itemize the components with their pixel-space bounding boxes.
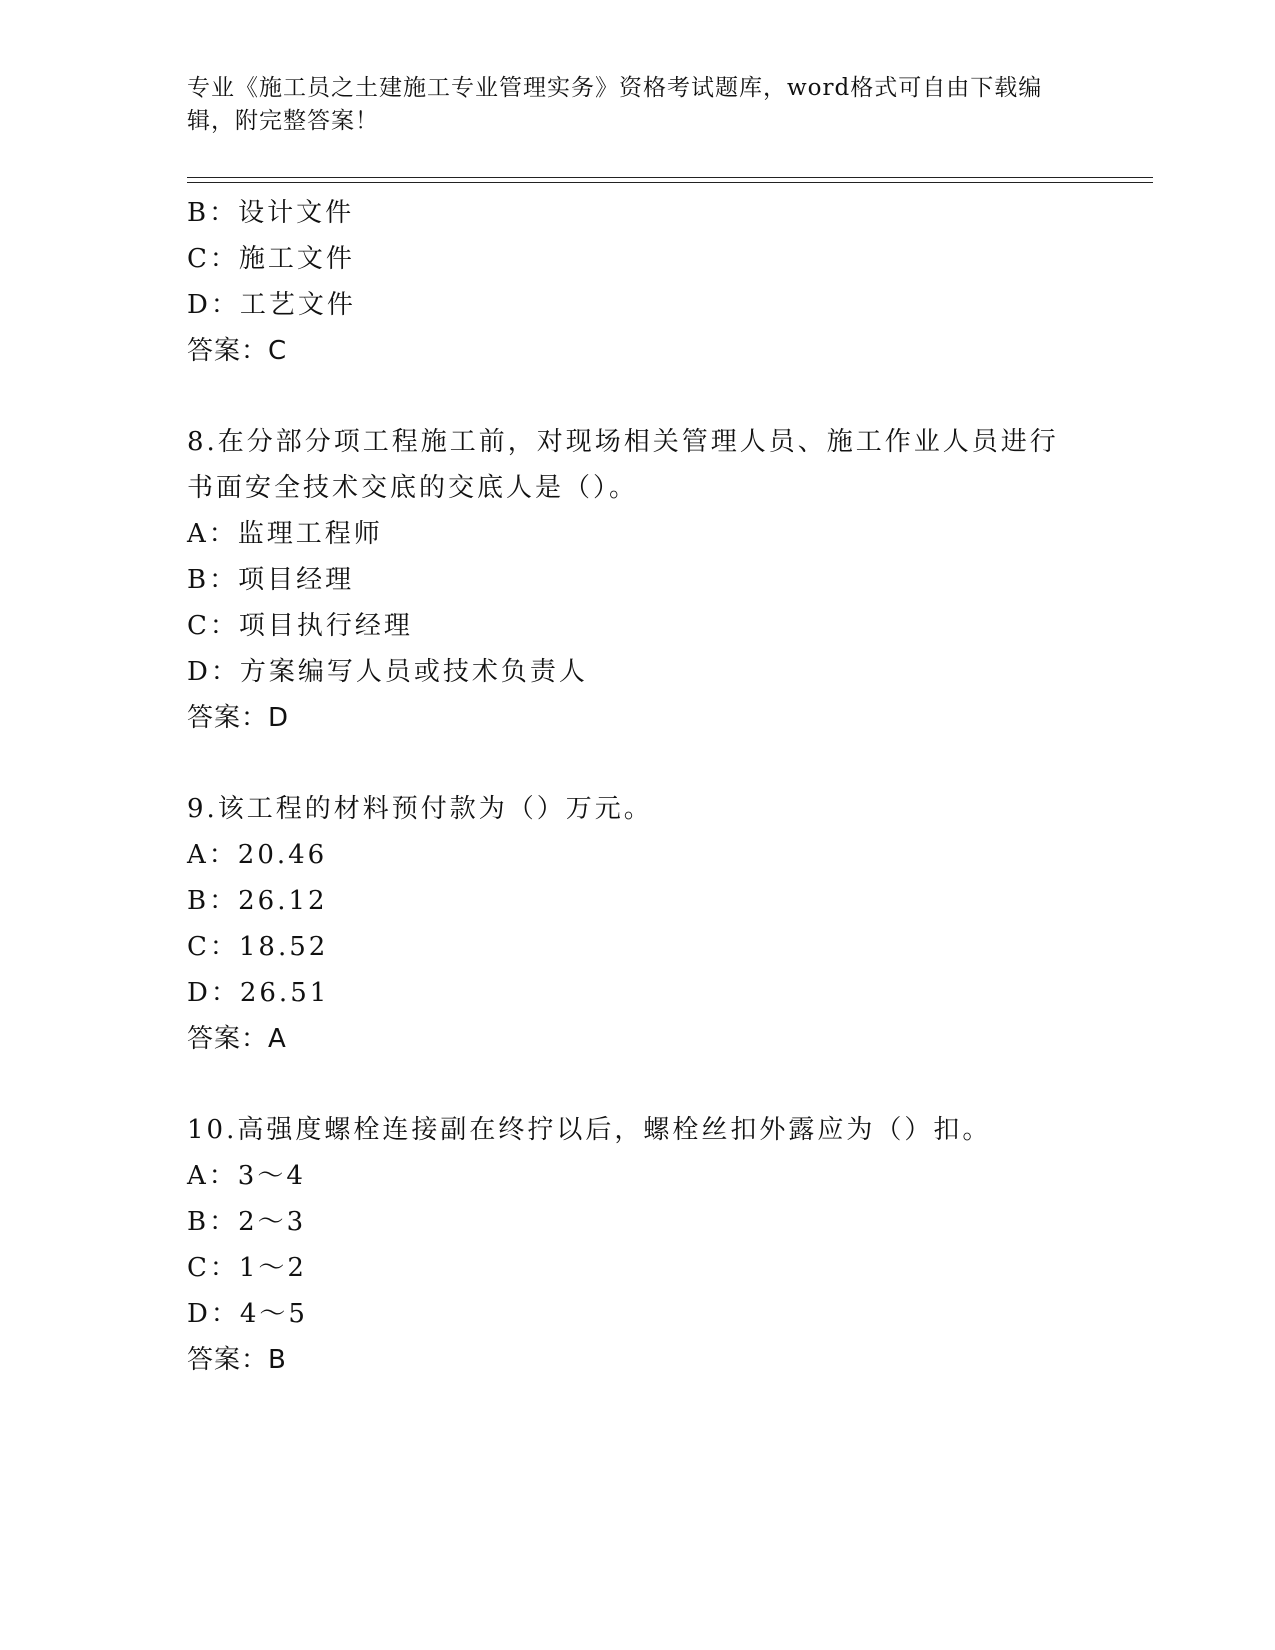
option-a: A：监理工程师	[187, 519, 383, 549]
question-block-8	[187, 419, 1087, 741]
option-c: C：1～2	[187, 1253, 307, 1283]
header-line-2: 辑，附完整答案！	[187, 108, 379, 134]
document-header	[187, 72, 1067, 138]
answer-label: 答案：A	[187, 1024, 287, 1054]
option-d: D：方案编写人员或技术负责人	[187, 657, 588, 687]
header-line-1: 专业《施工员之土建施工专业管理实务》资格考试题库，word格式可自由下载编	[187, 75, 1043, 101]
option-c: C：项目执行经理	[187, 611, 413, 641]
option-a: A：20.46	[187, 840, 328, 870]
option-d: D：26.51	[187, 978, 330, 1008]
option-c: C：18.52	[187, 932, 329, 962]
option-b: B：26.12	[187, 886, 328, 916]
question-text: 9.该工程的材料预付款为（）万元。	[187, 794, 653, 824]
answer-label: 答案：C	[187, 336, 288, 366]
option-d: D：4～5	[187, 1299, 308, 1329]
option-b: B：2～3	[187, 1207, 307, 1237]
header-divider-top	[187, 177, 1153, 178]
question-block-9	[187, 786, 1087, 1062]
option-c: C：施工文件	[187, 244, 355, 274]
question-text-line-2: 书面安全技术交底的交底人是（）。	[187, 473, 639, 503]
question-block-7	[187, 190, 1087, 374]
option-b: B：项目经理	[187, 565, 355, 595]
question-list	[187, 190, 1087, 1383]
header-divider-bottom	[187, 182, 1153, 183]
answer-label: 答案：D	[187, 703, 290, 733]
option-d: D：工艺文件	[187, 290, 356, 320]
option-b: B：设计文件	[187, 198, 355, 228]
question-block-10	[187, 1107, 1087, 1383]
question-text-line-1: 8.在分部分项工程施工前，对现场相关管理人员、施工作业人员进行	[187, 427, 1059, 457]
answer-label: 答案：B	[187, 1345, 287, 1375]
question-text: 10.高强度螺栓连接副在终拧以后，螺栓丝扣外露应为（）扣。	[187, 1115, 992, 1145]
option-a: A：3～4	[187, 1161, 306, 1191]
